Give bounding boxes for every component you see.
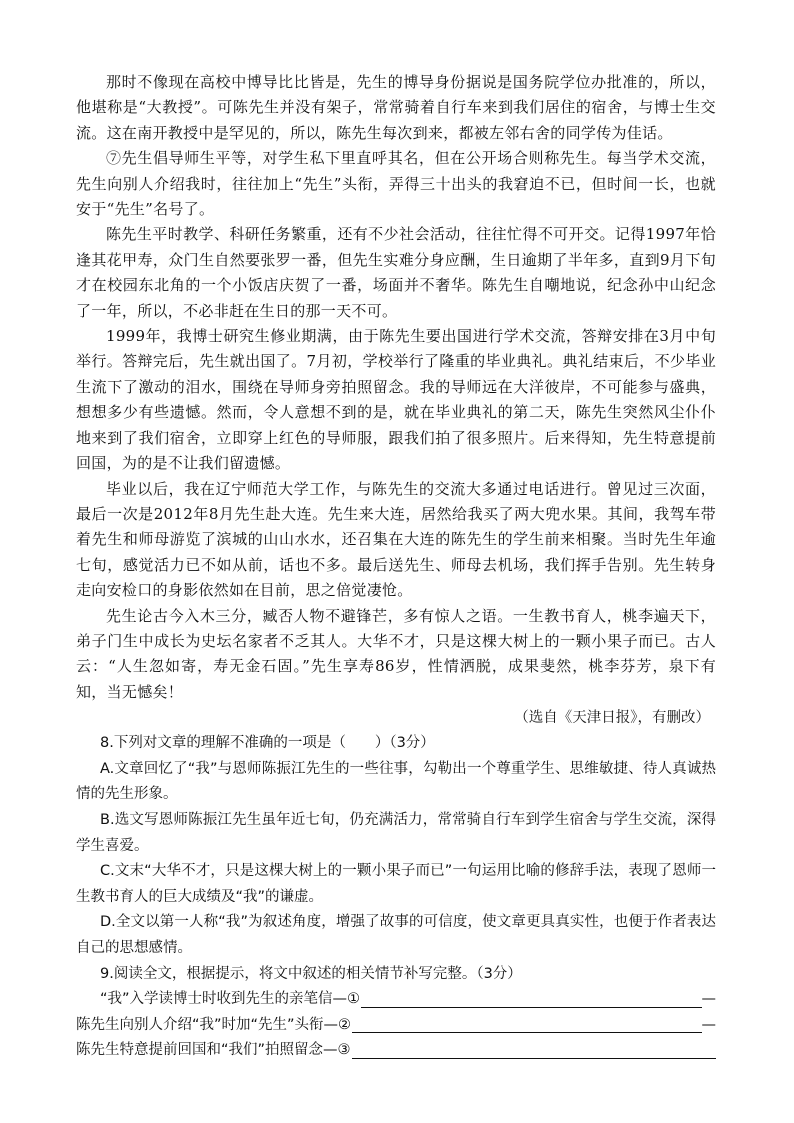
answer-blank[interactable] — [352, 1015, 701, 1033]
option-b: B.选文写恩师陈振江先生虽年近七旬，仍充满活力，常常骑自行车到学生宿舍与学生交流，深得学生喜爱。 — [76, 811, 716, 854]
fill-row — [76, 987, 716, 1013]
fill-tail: — — [701, 1016, 716, 1033]
question-9 — [76, 962, 716, 1064]
fill-tail: — — [701, 991, 716, 1008]
option-a: A.文章回忆了“我”与恩师陈振江先生的一些往事，勾勒出一个尊重学生、思维敏捷、待人真诚热情的先生形象。 — [76, 760, 716, 803]
passage-paragraph: 那时不像现在高校中博导比比皆是，先生的博导身份据说是国务院学位办批准的，所以，他堪称是“大教授”。可陈先生并没有架子，常常骑着自行车来到我们居住的宿舍，与博士生交流。这在南开教授中是罕见的，所以，陈先生每次到来，都被左邻右舍的同学传为佳话。 — [76, 73, 716, 142]
exam-page — [76, 70, 716, 1064]
fill-row — [76, 1038, 716, 1064]
question-stem: 8.下列对文章的理解不准确的一项是（ ）（3分） — [100, 735, 435, 752]
option-d: D.全文以第一人称“我”为叙述角度，增强了故事的可信度，使文章更具真实性，也便于作者表达自己的思想感情。 — [76, 914, 716, 956]
fill-prompt: 陈先生特意提前回国和“我们”拍照留念—③ — [76, 1042, 351, 1059]
answer-blank[interactable] — [352, 1041, 716, 1059]
answer-blank[interactable] — [361, 990, 701, 1008]
passage-paragraph: 毕业以后，我在辽宁师范大学工作，与陈先生的交流大多通过电话进行。曾见过三次面，最后一次是2012年8月先生赴大连。先生来大连，居然给我买了两大兜水果。其间，我驾车带着先生和师母游览了滨城的山山水水，还召集在大连的陈先生的学生前来相聚。当时先生年逾七旬，感觉活力已不如从前，话也不多。最后送先生、师母去机场，我们挥手告别。先生转身走向安检口的身影依然如在目前，思之倍觉凄怆。 — [76, 479, 716, 600]
reading-passage — [76, 70, 716, 731]
option-c: C.文末“大华不才，只是这棵大树上的一颗小果子而已”一句运用比喻的修辞手法，表现了恩师一生教书育人的巨大成绩及“我”的谦虚。 — [76, 863, 716, 905]
question-8 — [76, 731, 716, 961]
fill-row — [76, 1013, 716, 1039]
passage-paragraph: 1999年，我博士研究生修业期满，由于陈先生要出国进行学术交流，答辩安排在3月中旬举行。答辩完后，先生就出国了。7月初，学校举行了隆重的毕业典礼。典礼结束后，不少毕业生流下了激动的泪水，围绕在导师身旁拍照留念。我的导师远在大洋彼岸，不可能参与盛典，想想多少有些遗憾。然而，令人意想不到的是，就在毕业典礼的第二天，陈先生突然风尘仆仆地来到了我们宿舍，立即穿上红色的导师服，跟我们拍了很多照片。后来得知，先生特意提前回国，为的是不让我们留遗憾。 — [76, 327, 716, 473]
question-stem: 9.阅读全文，根据提示，将文中叙述的相关情节补写完整。（3分） — [100, 965, 522, 982]
fill-prompt: 陈先生向别人介绍“我”时加“先生”头衔—② — [76, 1016, 352, 1033]
passage-paragraph: 先生论古今入木三分，臧否人物不避锋芒，多有惊人之语。一生教书育人，桃李遍天下，弟子门生中成长为史坛名家者不乏其人。大华不才，只是这棵大树上的一颗小果子而已。古人云：“人生忽如寄，寿无金石固。”先生享寿86岁，性情洒脱，成果斐然，桃李芬芳，泉下有知，当无憾矣！ — [76, 606, 716, 701]
passage-source: （选自《天津日报》，有删改） — [514, 710, 710, 727]
passage-paragraph: 陈先生平时教学、科研任务繁重，还有不少社会活动，往往忙得不可开交。记得1997年恰逢其花甲寿，众门生自然要张罗一番，但先生实难分身应酬，生日逾期了半年多，直到9月下旬才在校园东北角的一个小饭店庆贺了一番，场面并不奢华。陈先生自嘲地说，纪念孙中山纪念了一年，所以，不必非赶在生日的那一天不可。 — [76, 225, 716, 320]
passage-paragraph: ⑦先生倡导师生平等，对学生私下里直呼其名，但在公开场合则称先生。每当学术交流，先生向别人介绍我时，往往加上“先生”头衔，弄得三十出头的我窘迫不已，但时间一长，也就安于“先生”名号了。 — [76, 149, 716, 219]
fill-prompt: “我”入学读博士时收到先生的亲笔信—① — [100, 991, 361, 1008]
